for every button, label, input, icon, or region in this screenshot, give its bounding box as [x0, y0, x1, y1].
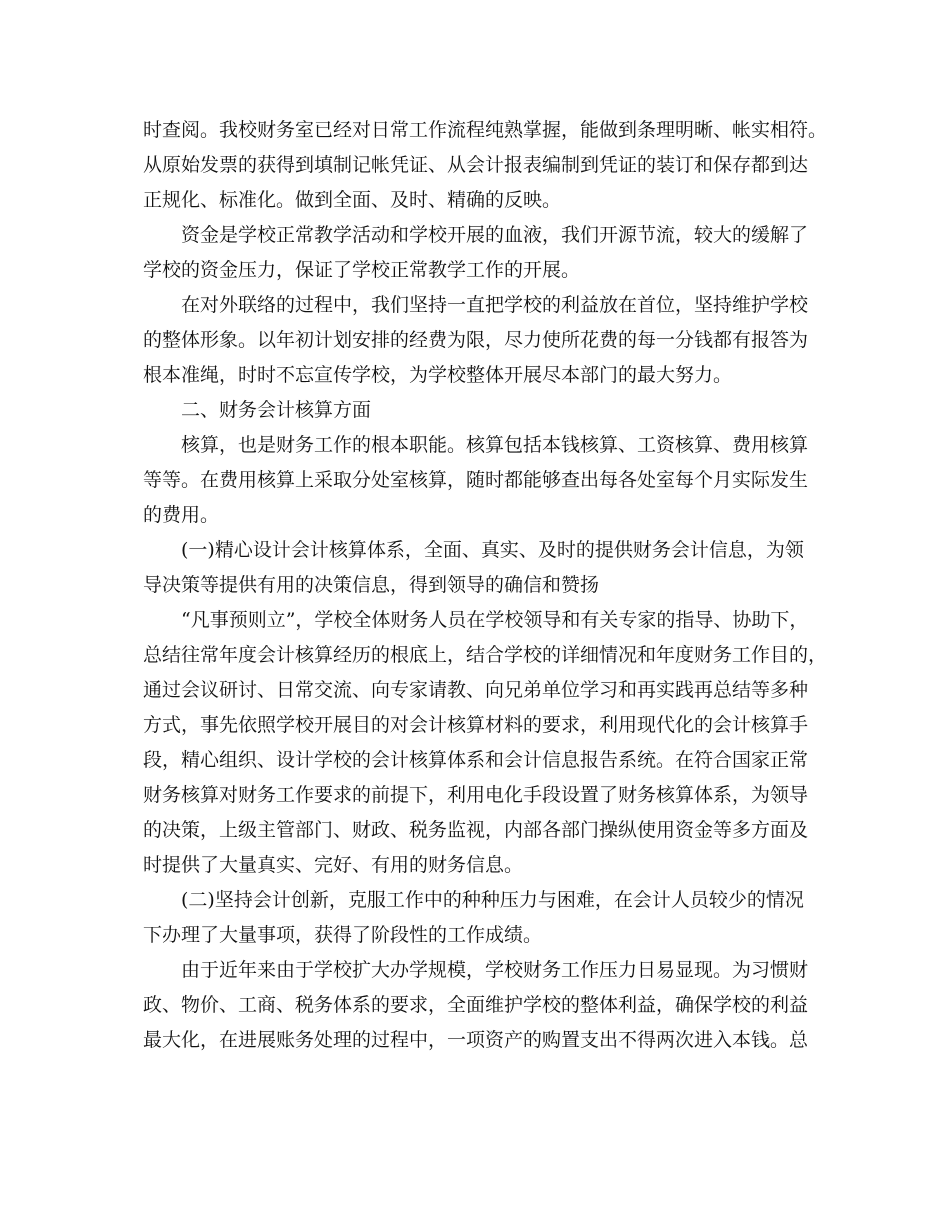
text-line: 总结往常年度会计核算经历的根底上，结合学校的详细情况和年度财务工作目的，	[143, 644, 828, 666]
paragraph-start-line: “凡事预则立”，学校全体财务人员在学校领导和有关专家的指导、协助下，	[181, 609, 809, 631]
text-line: 政、物价、工商、税务体系的要求，全面维护学校的整体利益，确保学校的利益	[143, 994, 809, 1016]
text-line: 等等。在费用核算上采取分处室核算，随时都能够查出每各处室每个月实际发生	[143, 469, 809, 491]
text-line: 时查阅。我校财务室已经对日常工作流程纯熟掌握，能做到条理明晰、帐实相符。	[143, 119, 828, 141]
text-line: 方式，事先依照学校开展目的对会计核算材料的要求，利用现代化的会计核算手	[143, 714, 809, 736]
paragraph-start-line: 核算，也是财务工作的根本职能。核算包括本钱核算、工资核算、费用核算	[181, 434, 809, 456]
paragraph-start-line: 在对外联络的过程中，我们坚持一直把学校的利益放在首位，坚持维护学校	[181, 294, 809, 316]
document-body	[143, 113, 828, 1058]
text-line: 的费用。	[143, 504, 220, 526]
text-line: 的决策，上级主管部门、财政、税务监视，内部各部门操纵使用资金等多方面及	[143, 819, 809, 841]
subsection-heading: (一)精心设计会计核算体系，全面、真实、及时的提供财务会计信息，为领	[181, 539, 804, 561]
paragraph-start-line: 由于近年来由于学校扩大办学规模，学校财务工作压力日易显现。为习惯财	[181, 959, 809, 981]
text-line: 财务核算对财务工作要求的前提下，利用电化手段设置了财务核算体系，为领导	[143, 784, 809, 806]
text-line: 从原始发票的获得到填制记帐凭证、从会计报表编制到凭证的装订和保存都到达	[143, 154, 809, 176]
text-line: 时提供了大量真实、完好、有用的财务信息。	[143, 854, 524, 876]
text-line: 下办理了大量事项，获得了阶段性的工作成绩。	[143, 924, 543, 946]
text-line: 段，精心组织、设计学校的会计核算体系和会计信息报告系统。在符合国家正常	[143, 749, 809, 771]
section-heading: 二、财务会计核算方面	[181, 399, 372, 421]
subsection-heading: (二)坚持会计创新，克服工作中的种种压力与困难，在会计人员较少的情况	[181, 889, 804, 911]
text-line: 最大化，在进展账务处理的过程中，一项资产的购置支出不得两次进入本钱。总	[143, 1029, 809, 1051]
text-line: 根本准绳，时时不忘宣传学校，为学校整体开展尽本部门的最大努力。	[143, 364, 733, 386]
text-line: 导决策等提供有用的决策信息，得到领导的确信和赞扬	[143, 574, 600, 596]
text-line: 的整体形象。以年初计划安排的经费为限，尽力使所花费的每一分钱都有报答为	[143, 329, 809, 351]
paragraph-start-line: 资金是学校正常教学活动和学校开展的血液，我们开源节流，较大的缓解了	[181, 224, 809, 246]
text-line: 学校的资金压力，保证了学校正常教学工作的开展。	[143, 259, 581, 281]
text-line: 通过会议研讨、日常交流、向专家请教、向兄弟单位学习和再实践再总结等多种	[143, 679, 809, 701]
text-line: 正规化、标准化。做到全面、及时、精确的反映。	[143, 189, 562, 211]
